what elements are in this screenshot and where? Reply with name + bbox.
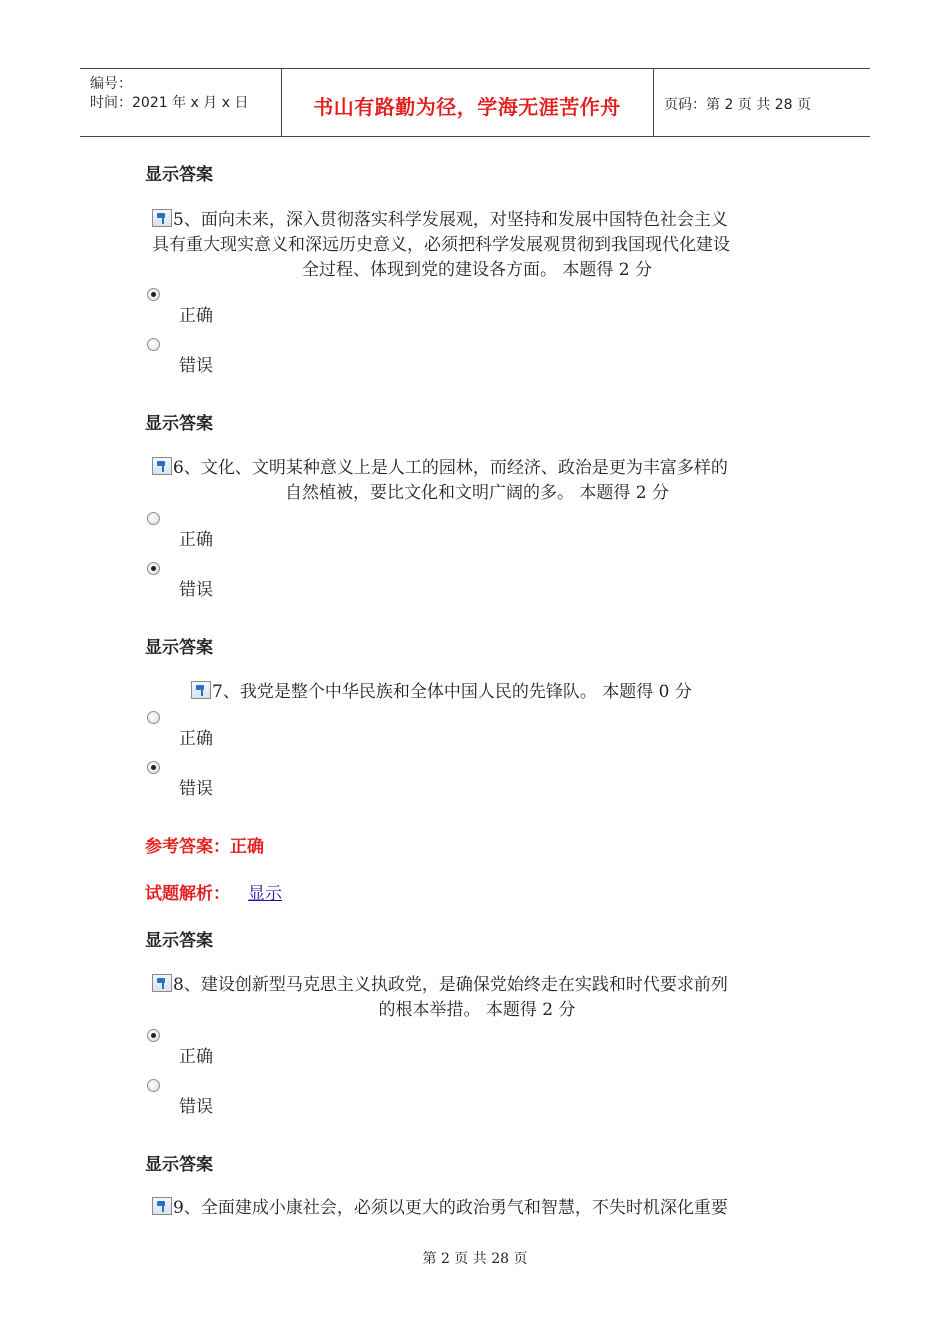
show-answer-link[interactable]: 显示答案 [145,414,213,434]
question-7 [191,680,811,705]
radio-wrong[interactable] [147,761,160,774]
show-answer-link[interactable]: 显示答案 [145,165,213,185]
header-meta-cell [80,69,282,136]
radio-correct[interactable] [147,288,160,301]
option-label: 正确 [179,1047,213,1067]
question-text: 的根本举措。 本题得 2 分 [378,1000,576,1020]
analysis-label: 试题解析： [145,884,230,904]
question-text: 9、全面建成小康社会，必须以更大的政治勇气和智慧，不失时机深化重要 [173,1198,728,1218]
radio-wrong[interactable] [147,562,160,575]
question-flag-icon[interactable] [152,457,172,475]
question-text: 5、面向未来，深入贯彻落实科学发展观，对坚持和发展中国特色社会主义 [173,210,728,230]
question-text: 8、建设创新型马克思主义执政党，是确保党始终走在实践和时代要求前列 [173,975,728,995]
question-flag-icon[interactable] [152,1197,172,1215]
question-flag-icon[interactable] [152,974,172,992]
option-label: 错误 [179,779,213,799]
option-label: 正确 [179,530,213,550]
option-label: 错误 [179,580,213,600]
radio-correct[interactable] [147,512,160,525]
header-motto-cell [281,69,654,136]
analysis-row [145,879,282,904]
question-5 [152,208,802,283]
show-answer-link[interactable]: 显示答案 [145,931,213,951]
radio-correct[interactable] [147,1029,160,1042]
option-label: 正确 [179,729,213,749]
show-answer-link[interactable]: 显示答案 [145,638,213,658]
page-header [80,68,870,137]
analysis-show-link[interactable]: 显示 [248,884,282,904]
question-text: 自然植被，要比文化和文明广阔的多。 本题得 2 分 [284,483,670,503]
reference-answer: 参考答案：正确 [145,837,264,857]
question-flag-icon[interactable] [152,209,172,227]
question-flag-icon[interactable] [191,681,211,699]
option-label: 错误 [179,1097,213,1117]
question-8 [152,973,802,1023]
question-text: 6、文化、文明某种意义上是人工的园林，而经济、政治是更为丰富多样的 [173,458,728,478]
question-text: 具有重大现实意义和深远历史意义，必须把科学发展观贯彻到我国现代化建设 [152,235,730,255]
option-label: 错误 [179,356,213,376]
page-footer: 第 2 页 共 28 页 [422,1251,528,1267]
question-6 [152,456,802,506]
question-9 [152,1196,802,1221]
page-number-label: 页码：第 2 页 共 28 页 [664,97,811,113]
radio-wrong[interactable] [147,1079,160,1092]
code-label: 编号： [90,76,132,92]
question-text: 全过程、体现到党的建设各方面。 本题得 2 分 [301,260,653,280]
show-answer-link[interactable]: 显示答案 [145,1155,213,1175]
motto: 书山有路勤为径，学海无涯苦作舟 [313,95,621,119]
option-label: 正确 [179,306,213,326]
time-label: 时间：2021 年 x 月 x 日 [90,95,249,111]
radio-wrong[interactable] [147,338,160,351]
radio-correct[interactable] [147,711,160,724]
question-text: 7、我党是整个中华民族和全体中国人民的先锋队。 本题得 0 分 [212,682,692,702]
